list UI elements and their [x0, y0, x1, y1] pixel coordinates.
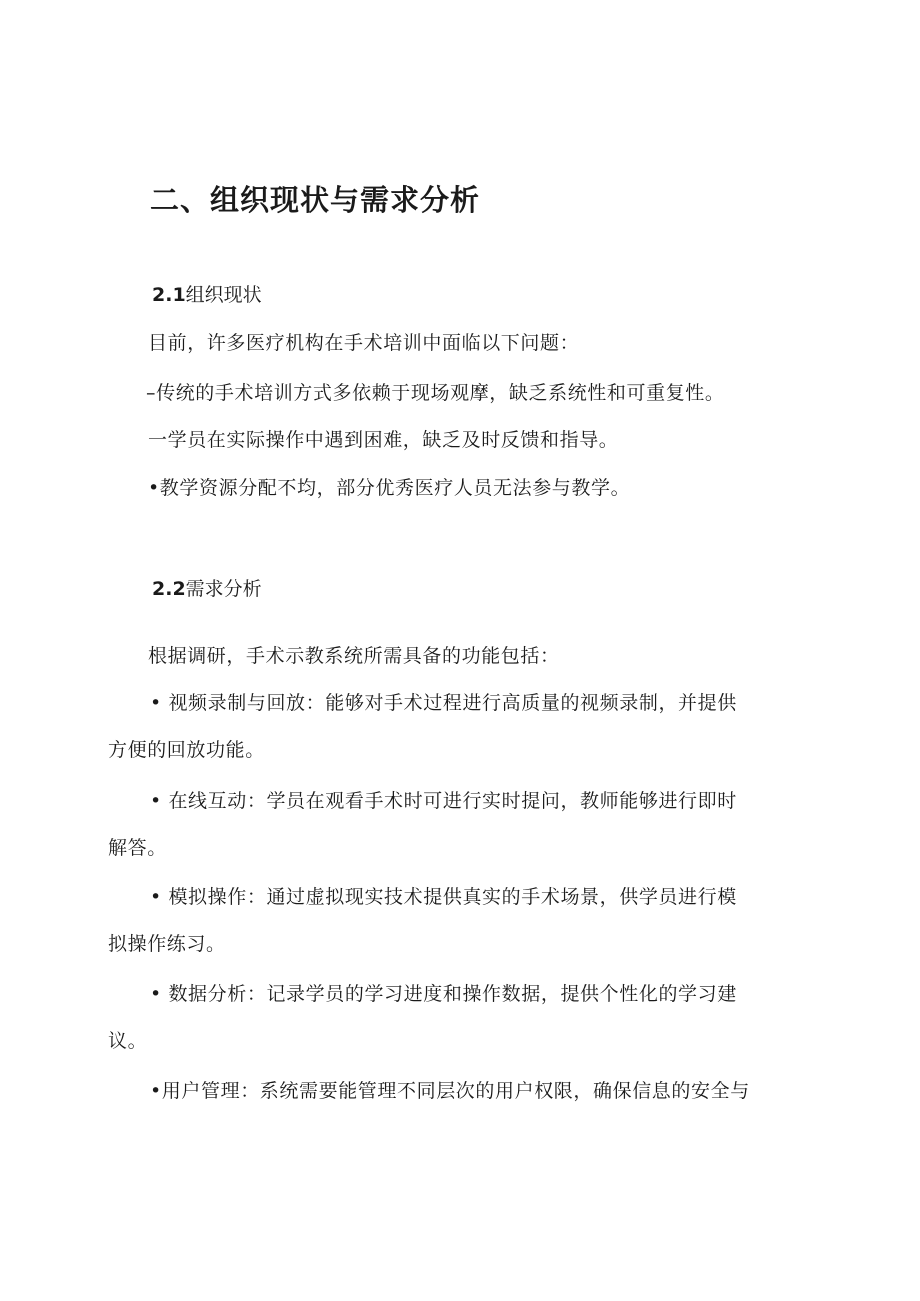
feature-item — [108, 971, 830, 1065]
feature-line: • 数据分析：记录学员的学习进度和操作数据，提供个性化的学习建 — [150, 983, 737, 1005]
issue-item: •教学资源分配不均，部分优秀医疗人员无法参与教学。 — [148, 477, 631, 499]
feature-item — [108, 680, 830, 774]
section-intro: 目前，许多医疗机构在手术培训中面临以下问题： — [148, 332, 580, 354]
feature-item — [108, 778, 830, 872]
section-heading-2-1 — [152, 281, 262, 309]
feature-line: 方便的回放功能。 — [108, 739, 265, 761]
section-heading-2-2 — [152, 575, 262, 603]
page-title: 二、组织现状与需求分析 — [150, 183, 481, 217]
feature-line: • 模拟操作：通过虚拟现实技术提供真实的手术场景，供学员进行模 — [150, 886, 737, 908]
issue-item: –传统的手术培训方式多依赖于现场观摩，缺乏系统性和可重复性。 — [146, 382, 725, 404]
feature-line: 议。 — [108, 1030, 148, 1052]
feature-line: 拟操作练习。 — [108, 933, 226, 955]
section-intro: 根据调研，手术示教系统所需具备的功能包括： — [148, 645, 560, 667]
feature-item — [150, 1068, 830, 1115]
feature-line: •用户管理：系统需要能管理不同层次的用户权限，确保信息的安全与 — [150, 1080, 750, 1102]
section-number: 2.2 — [152, 578, 186, 600]
section-title: 需求分析 — [185, 578, 262, 600]
feature-item — [108, 874, 830, 968]
section-title: 组织现状 — [185, 284, 262, 306]
issue-item: 一学员在实际操作中遇到困难，缺乏及时反馈和指导。 — [148, 429, 619, 451]
section-number: 2.1 — [152, 284, 186, 306]
feature-line: • 在线互动：学员在观看手术时可进行实时提问，教师能够进行即时 — [150, 790, 737, 812]
feature-line: • 视频录制与回放：能够对手术过程进行高质量的视频录制，并提供 — [150, 692, 737, 714]
feature-line: 解答。 — [108, 837, 167, 859]
